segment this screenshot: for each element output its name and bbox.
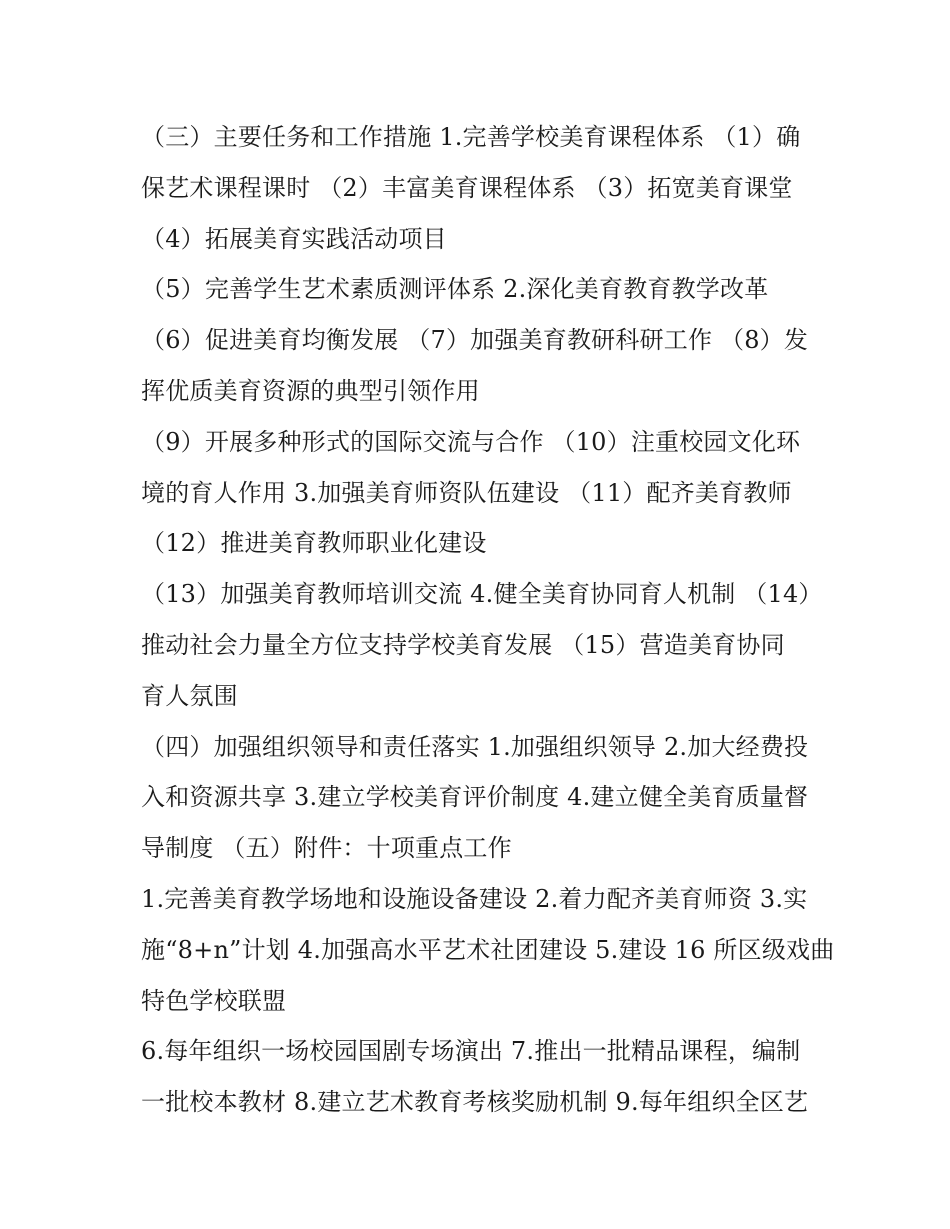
text-line: 6.每年组织一场校园国剧专场演出 7.推出一批精品课程，编制 — [141, 1037, 801, 1066]
text-line: （4）拓展美育实践活动项目 — [141, 224, 447, 253]
text-line: （12）推进美育教师职业化建设 — [141, 529, 487, 558]
text-line: 施“8+n”计划 4.加强高水平艺术社团建设 5.建设 16 所区级戏曲 — [141, 935, 835, 964]
text-line: （5）完善学生艺术素质测评体系 2.深化美育教育教学改革 — [141, 275, 769, 304]
text-line: 境的育人作用 3.加强美育师资队伍建设 （11）配齐美育教师 — [141, 478, 792, 507]
text-line: （9）开展多种形式的国际交流与合作 （10）注重校园文化环 — [141, 427, 801, 456]
text-line: （6）促进美育均衡发展 （7）加强美育教研科研工作 （8）发 — [141, 326, 809, 355]
text-line: 入和资源共享 3.建立学校美育评价制度 4.建立健全美育质量督 — [141, 783, 809, 812]
text-line: 一批校本教材 8.建立艺术教育考核奖励机制 9.每年组织全区艺 — [141, 1088, 809, 1117]
text-line: 挥优质美育资源的典型引领作用 — [141, 376, 480, 405]
document-body — [141, 112, 835, 1128]
text-line: 导制度 （五）附件：十项重点工作 — [141, 834, 512, 863]
text-line: 特色学校联盟 — [141, 986, 287, 1015]
text-line: 育人氛围 — [141, 681, 238, 710]
text-line: 推动社会力量全方位支持学校美育发展 （15）营造美育协同 — [141, 630, 785, 659]
text-line: （三）主要任务和工作措施 1.完善学校美育课程体系 （1）确 — [141, 123, 801, 151]
text-line: 保艺术课程课时 （2）丰富美育课程体系 （3）拓宽美育课堂 — [141, 173, 793, 202]
text-line: 1.完善美育教学场地和设施设备建设 2.着力配齐美育师资 3.实 — [141, 884, 808, 913]
text-line: （四）加强组织领导和责任落实 1.加强组织领导 2.加大经费投 — [141, 732, 809, 761]
text-line: （13）加强美育教师培训交流 4.健全美育协同育人机制 （14） — [141, 580, 823, 609]
